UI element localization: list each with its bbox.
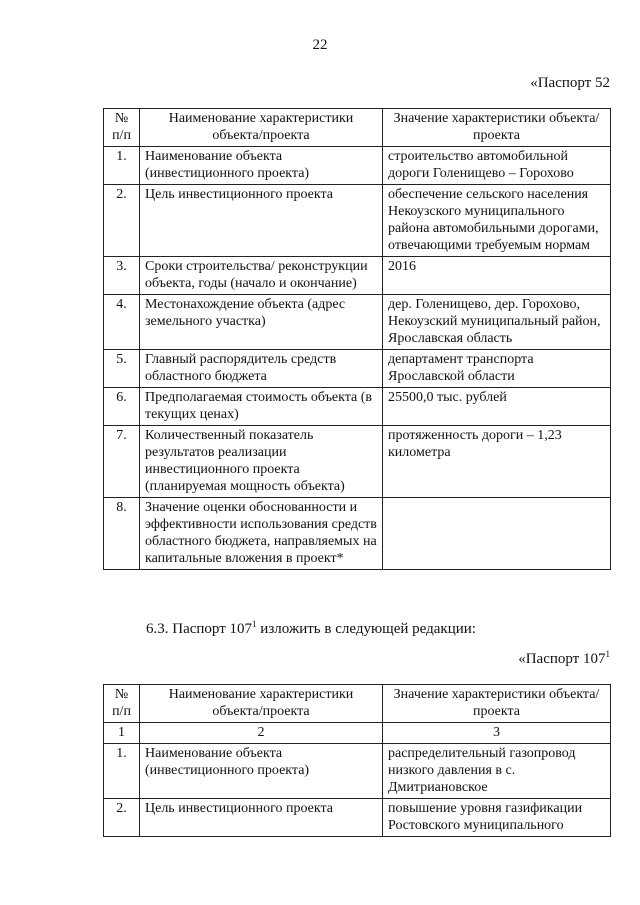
row-value: распределительный газопровод низкого давления в с. Дмитриановское (383, 744, 611, 799)
table-header-row (104, 109, 611, 147)
header-value: Значение характеристики объекта/проекта (383, 685, 611, 723)
row-num: 1. (104, 744, 140, 799)
row-value: строительство автомобильной дороги Голенищево – Горохово (383, 147, 611, 185)
intro-text-after: изложить в следующей редакции: (256, 621, 476, 637)
row-value: обеспечение сельского населения Некоузского муниципального района автомобильными дорогами, отвечающими требуемым нормам (383, 185, 611, 257)
header-name: Наименование характеристики объекта/проекта (140, 685, 383, 723)
row-name: Наименование объекта (инвестиционного проекта) (140, 744, 383, 799)
table-row (104, 799, 611, 837)
column-index-row (104, 723, 611, 744)
page-number: 22 (312, 37, 328, 53)
column-index: 1 (104, 723, 140, 744)
row-num: 7. (104, 426, 140, 498)
row-value (383, 498, 611, 570)
row-name: Цель инвестиционного проекта (140, 185, 383, 257)
row-num: 1. (104, 147, 140, 185)
passport-107-title-text: «Паспорт 107 (518, 651, 606, 667)
table-row (104, 388, 611, 426)
row-value: 25500,0 тыс. рублей (383, 388, 611, 426)
header-value: Значение характеристики объекта/проекта (383, 109, 611, 147)
intro-superscript: 1 (252, 619, 257, 629)
header-num: № п/п (104, 685, 140, 723)
row-name: Главный распорядитель средств областного бюджета (140, 350, 383, 388)
row-value: дер. Голенищево, дер. Горохово, Некоузский муниципальный район, Ярославская область (383, 295, 611, 350)
column-index: 2 (140, 723, 383, 744)
passport-107-title (518, 651, 610, 668)
row-num: 3. (104, 257, 140, 295)
row-value: протяженность дороги – 1,23 километра (383, 426, 611, 498)
row-name: Значение оценки обоснованности и эффективности использования средств областного бюджета, направляемых на капитальные вложения в проект* (140, 498, 383, 570)
row-value: 2016 (383, 257, 611, 295)
header-name: Наименование характеристики объекта/проекта (140, 109, 383, 147)
table-row (104, 257, 611, 295)
passport-52-title: «Паспорт 52 (530, 75, 610, 91)
row-num: 8. (104, 498, 140, 570)
row-num: 2. (104, 185, 140, 257)
amendment-instruction (146, 621, 476, 638)
table-row (104, 147, 611, 185)
table-row (104, 744, 611, 799)
row-num: 4. (104, 295, 140, 350)
intro-text-before: 6.3. Паспорт 107 (146, 621, 253, 637)
header-num: № п/п (104, 109, 140, 147)
row-name: Местонахождение объекта (адрес земельного участка) (140, 295, 383, 350)
table-row (104, 185, 611, 257)
column-index: 3 (383, 723, 611, 744)
row-name: Наименование объекта (инвестиционного проекта) (140, 147, 383, 185)
table-row (104, 295, 611, 350)
passport-52-table (103, 108, 611, 570)
row-num: 6. (104, 388, 140, 426)
passport-107-table (103, 684, 611, 837)
table-row (104, 498, 611, 570)
row-name: Цель инвестиционного проекта (140, 799, 383, 837)
table-header-row (104, 685, 611, 723)
row-name: Количественный показатель результатов реализации инвестиционного проекта (планируемая мощность объекта) (140, 426, 383, 498)
row-value: повышение уровня газификации Ростовского муниципального (383, 799, 611, 837)
row-num: 2. (104, 799, 140, 837)
table-row (104, 350, 611, 388)
row-num: 5. (104, 350, 140, 388)
table-row (104, 426, 611, 498)
row-name: Предполагаемая стоимость объекта (в текущих ценах) (140, 388, 383, 426)
passport-107-title-superscript: 1 (605, 649, 610, 659)
row-name: Сроки строительства/ реконструкции объекта, годы (начало и окончание) (140, 257, 383, 295)
row-value: департамент транспорта Ярославской области (383, 350, 611, 388)
